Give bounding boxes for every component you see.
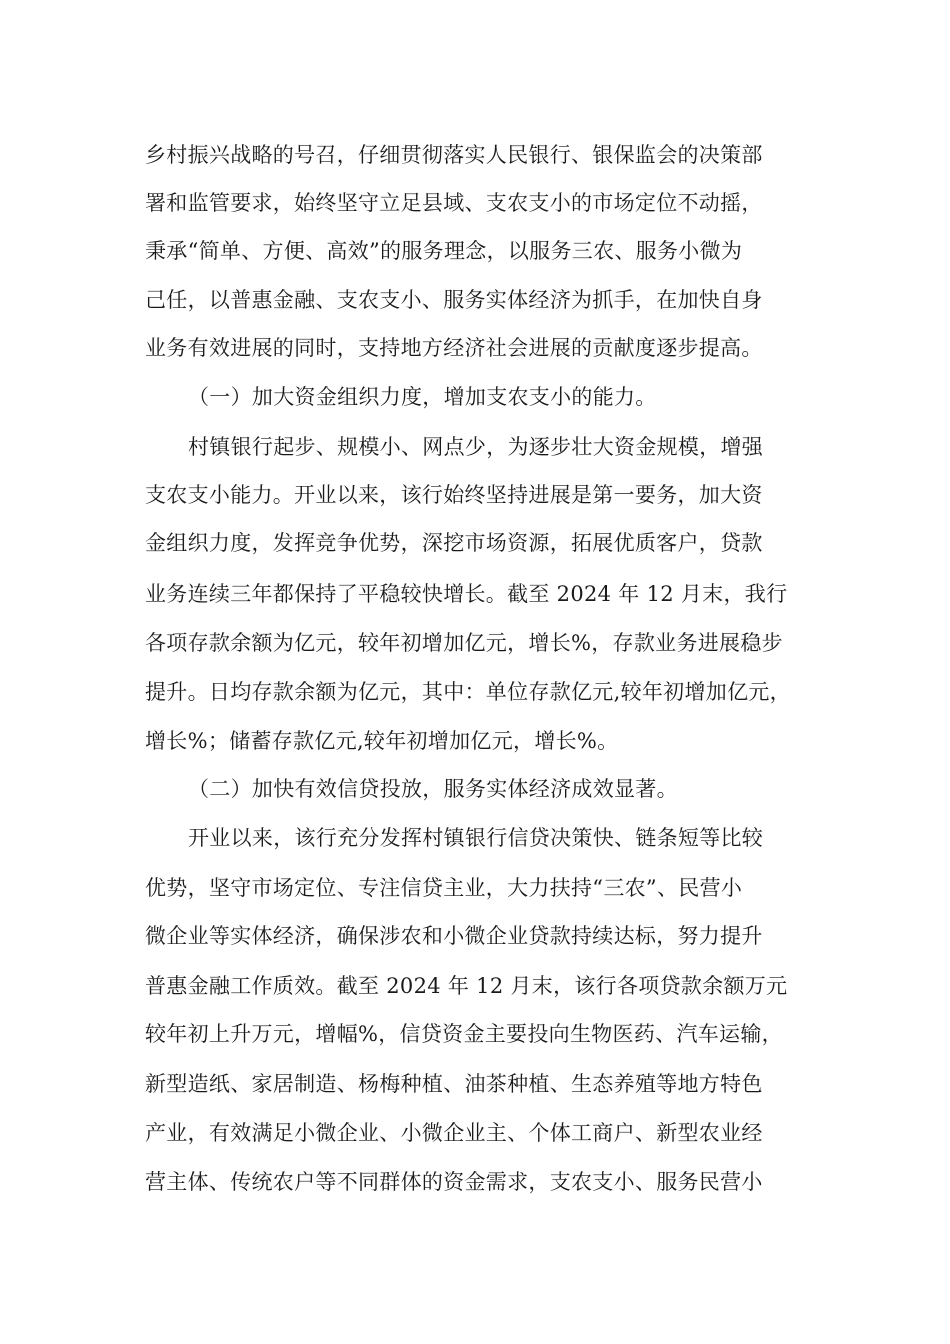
text-line: 优势，坚守市场定位、专注信贷主业，大力扶持“三农”、民营小	[145, 876, 743, 900]
text-line: 普惠金融工作质效。截至 2024 年 12 月末，该行各项贷款余额万元	[145, 974, 788, 998]
text-line: 业务连续三年都保持了平稳较快增长。截至 2024 年 12 月末，我行	[145, 582, 788, 606]
text-line: 增长%；储蓄存款亿元,较年初增加亿元，增长%。	[145, 729, 619, 753]
text-line: 各项存款余额为亿元，较年初增加亿元，增长%，存款业务进展稳步	[145, 631, 783, 655]
text-line: 业务有效进展的同时，支持地方经济社会进展的贡献度逐步提高。	[145, 336, 763, 360]
text-line: 支农支小能力。开业以来，该行始终坚持进展是第一要务，加大资	[145, 483, 763, 507]
section-heading: （二）加快有效信贷投放，服务实体经济成效显著。	[188, 777, 678, 801]
text-line: 开业以来，该行充分发挥村镇银行信贷决策快、链条短等比较	[188, 826, 764, 850]
text-line: 己任，以普惠金融、支农支小、服务实体经济为抓手，在加快自身	[145, 288, 763, 312]
text-line: 乡村振兴战略的号召，仔细贯彻落实人民银行、银保监会的决策部	[145, 143, 763, 167]
text-line: 新型造纸、家居制造、杨梅种植、油茶种植、生态养殖等地方特色	[145, 1072, 763, 1096]
text-line: 提升。日均存款余额为亿元，其中：单位存款亿元,较年初增加亿元，	[145, 680, 791, 704]
text-line: 秉承“简单、方便、高效”的服务理念，以服务三农、服务小微为	[145, 239, 743, 263]
text-line: 营主体、传统农户等不同群体的资金需求，支农支小、服务民营小	[145, 1170, 763, 1194]
text-line: 村镇银行起步、规模小、网点少，为逐步壮大资金规模，增强	[188, 435, 764, 459]
text-line: 较年初上升万元，增幅%，信贷资金主要投向生物医药、汽车运输，	[145, 1022, 783, 1046]
text-line: 署和监管要求，始终坚守立足县域、支农支小的市场定位不动摇，	[145, 191, 763, 215]
text-line: 产业，有效满足小微企业、小微企业主、个体工商户、新型农业经	[145, 1121, 763, 1145]
text-line: 微企业等实体经济，确保涉农和小微企业贷款持续达标，努力提升	[145, 924, 763, 948]
section-heading: （一）加大资金组织力度，增加支农支小的能力。	[188, 385, 657, 409]
text-line: 金组织力度，发挥竞争优势，深挖市场资源，拓展优质客户，贷款	[145, 531, 763, 555]
